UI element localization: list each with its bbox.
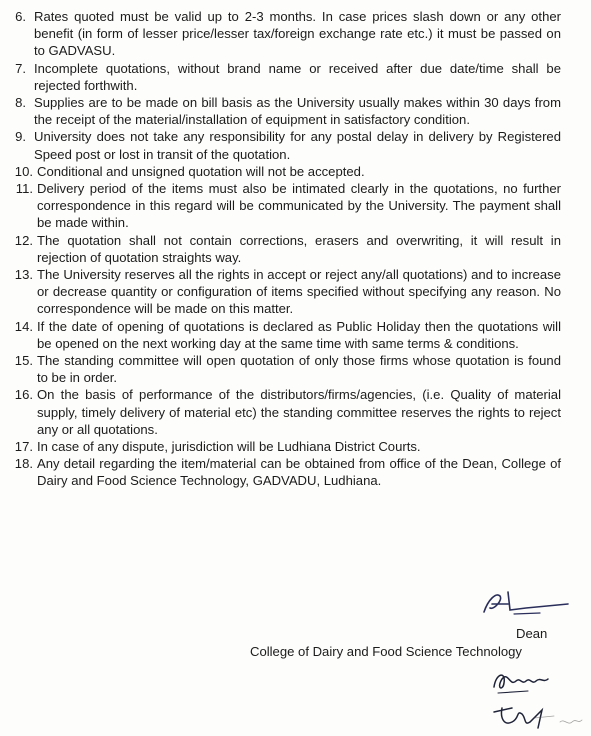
handwritten-initials-mark [488, 665, 554, 697]
term-item [0, 232, 591, 266]
term-text: Rates quoted must be valid up to 2-3 months. In case prices slash down or any other benefit (in form of lesser price/lesser tax/foreign exchange rate etc.) it must be passed on to GADVASU. [34, 9, 561, 59]
term-number: 13. [14, 267, 33, 283]
term-item [0, 8, 591, 60]
term-number: 9. [15, 129, 26, 145]
term-text: The University reserves all the rights in accept or reject any/all quotations) and to increase or decrease quantity or configuration of items specified without specifying any reason. No correspondence will be made on this matter. [37, 267, 561, 317]
term-number: 18. [14, 456, 33, 472]
term-number: 16. [14, 387, 33, 403]
term-item [0, 180, 591, 232]
term-item [0, 386, 591, 438]
term-text: In case of any dispute, jurisdiction will be Ludhiana District Courts. [37, 439, 421, 455]
term-text: If the date of opening of quotations is declared as Public Holiday then the quotations will be opened on the next working day at the same time with same terms & conditions. [37, 318, 561, 351]
term-number: 7. [15, 60, 26, 76]
signature-block [0, 580, 591, 736]
term-number: 8. [15, 95, 26, 111]
term-text: Incomplete quotations, without brand name or received after due date/time shall be rejected forthwith. [34, 60, 561, 93]
term-item [0, 60, 591, 94]
term-number: 15. [14, 353, 33, 369]
term-text: The quotation shall not contain corrections, erasers and overwriting, it will result in rejection of quotation straights way. [37, 232, 561, 265]
term-text: Delivery period of the items must also be intimated clearly in the quotations, no further correspondence in this regard will be communicated by the University. The payment shall be made within. [37, 181, 561, 231]
term-number: 10. [14, 163, 33, 179]
term-item [0, 128, 591, 162]
terms-list [0, 8, 591, 490]
term-number: 12. [14, 232, 33, 248]
term-text: Conditional and unsigned quotation will not be accepted. [37, 163, 365, 179]
term-text: University does not take any responsibility for any postal delay in delivery by Registered Speed post or lost in transit of the quotation. [34, 129, 561, 162]
term-item [0, 438, 591, 455]
term-item [0, 94, 591, 128]
dean-signature-mark [478, 586, 570, 620]
term-item [0, 455, 591, 489]
term-number: 14. [14, 318, 33, 334]
term-item [0, 318, 591, 352]
term-item [0, 352, 591, 386]
term-text: The standing committee will open quotation of only those firms whose quotation is found to be in order. [37, 353, 561, 386]
term-text: On the basis of performance of the distributors/firms/agencies, (i.e. Quality of material supply, timely delivery of material etc) the standing committee reserves the rights to reject any or all quotations. [37, 387, 561, 437]
signatory-title: Dean [516, 626, 548, 641]
term-number: 17. [14, 439, 33, 455]
term-text: Supplies are to be made on bill basis as the University usually makes within 30 days from the receipt of the material/installation of equipment in satisfactory condition. [34, 95, 561, 128]
term-number: 11. [15, 181, 33, 197]
term-text: Any detail regarding the item/material can be obtained from office of the Dean, College of Dairy and Food Science Technology, GADVADU, Ludhiana. [37, 456, 561, 489]
term-item [0, 266, 591, 318]
term-item [0, 163, 591, 180]
handwritten-scribble-mark [490, 698, 586, 734]
signatory-organization: College of Dairy and Food Science Technology [250, 644, 522, 659]
term-number: 6. [15, 9, 26, 24]
